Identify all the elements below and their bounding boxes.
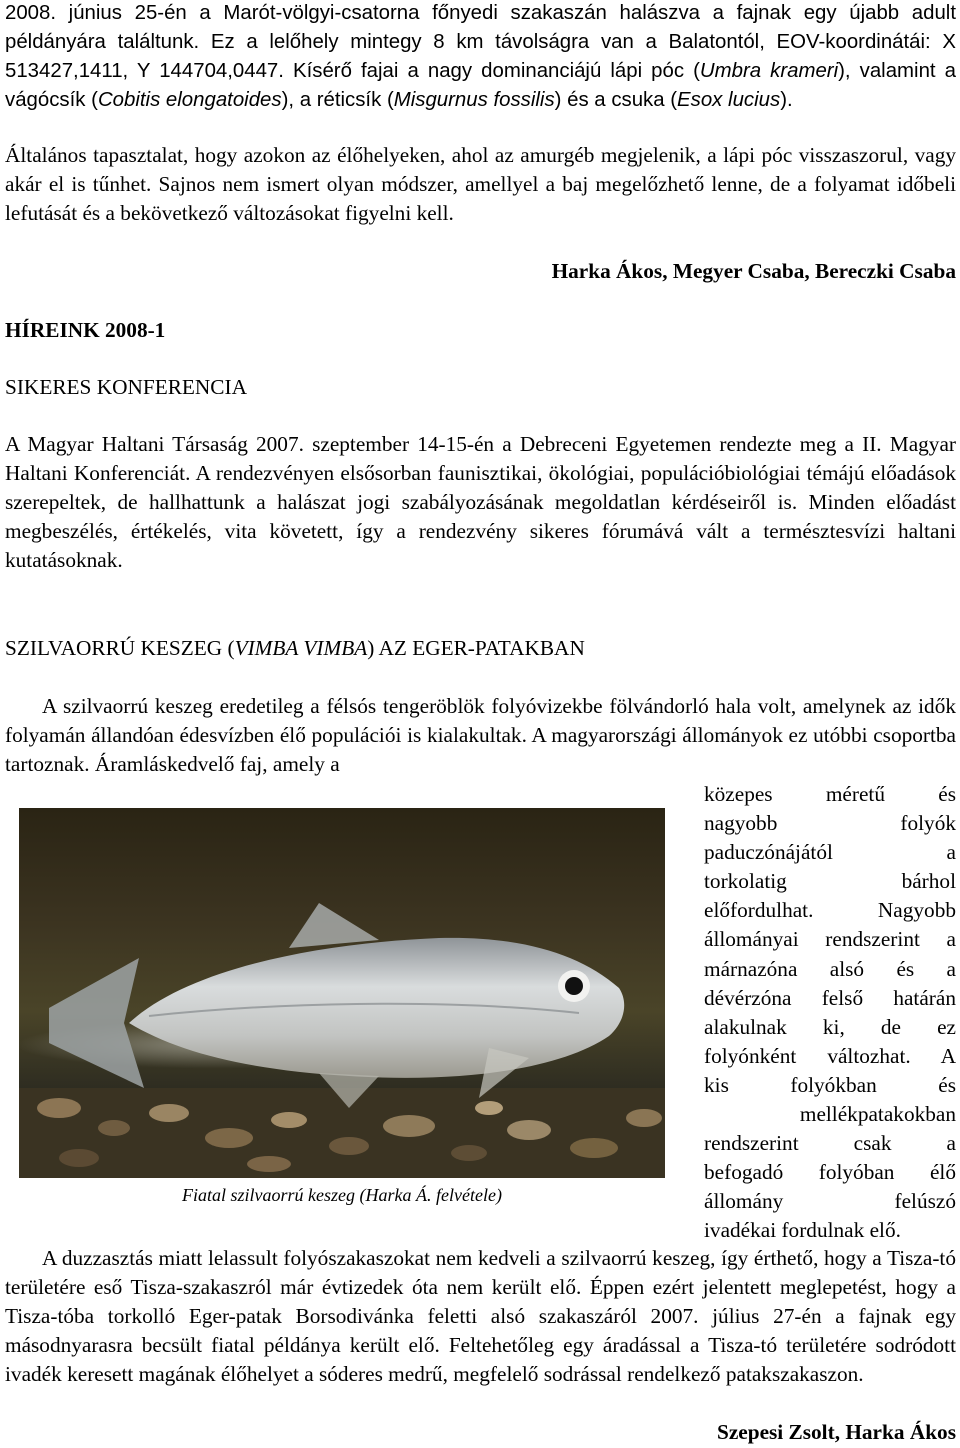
side-line: ivadékai fordulnak elő. bbox=[704, 1218, 901, 1243]
intro-paragraph-2 bbox=[5, 141, 956, 228]
side-line: márnazóna alsó és a bbox=[704, 956, 956, 981]
article-title bbox=[5, 634, 585, 663]
species-name: Esox lucius bbox=[677, 89, 781, 111]
intro-para2-text: Általános tapasztalat, hogy azokon az élőhelyeken, ahol az amurgéb megjelenik, a lápi póc visszaszorul, vagy akár el is tűnhet. Sajnos nem ismert olyan módszer, amellyel a baj megelőzhető lenne, de a folyamat időbeli lefutását és a bekövetkező változásokat figyelni kell. bbox=[5, 143, 956, 225]
fish bbox=[49, 903, 624, 1108]
side-line: állományai rendszerint a bbox=[704, 927, 956, 952]
news-title: HÍREINK 2008-1 bbox=[5, 318, 166, 342]
article-title-part: ) AZ EGER-PATAKBAN bbox=[367, 636, 585, 660]
side-line: közepes méretű és bbox=[704, 782, 956, 806]
intro-text-part: ) és a csuka ( bbox=[554, 89, 678, 111]
intro-text-part: 2008. június 25-én a Marót-völgyi-csatorna főnyedi szakaszán halászva a fajnak egy újabb adult példányára találtunk. Ez a lelőhely mintegy 8 km távolságra van a Balatontól, EOV-koordinátái: X 513427,1411, Y 144704,0447. Kísérő fajai a nagy dominanciájú lápi póc ( bbox=[5, 2, 956, 82]
intro-text-part: ). bbox=[780, 89, 793, 111]
news-body bbox=[5, 430, 956, 575]
side-line: paduczónájától a bbox=[704, 840, 956, 865]
article-title-part: SZILVAORRÚ KESZEG ( bbox=[5, 636, 235, 660]
side-line: kis folyókban és bbox=[704, 1072, 956, 1097]
article-para1-text: A szilvaorrú keszeg eredetileg a félsós tengeröblök folyóvizekbe fölvándorló hala volt, amelynek az idők folyamán állandóan édesvízben élő populációi is kialakultak. A magyarországi állományok ez utóbbi csoportba tartoznak. Áramláskedvelő faj, amely a bbox=[5, 694, 956, 776]
intro-text-part: ), valamint a vágócsík ( bbox=[5, 60, 956, 111]
side-line: alakulnak ki, de ez bbox=[704, 1014, 956, 1039]
news-subtitle: SIKERES KONFERENCIA bbox=[5, 375, 247, 399]
side-line: dévérzóna felső határán bbox=[704, 985, 956, 1010]
side-line: nagyobb folyók bbox=[704, 811, 956, 836]
side-line: mellékpatakokban bbox=[799, 1102, 956, 1127]
fish-photo bbox=[19, 808, 665, 1178]
species-name: Misgurnus fossilis bbox=[393, 89, 555, 111]
article-title-species: VIMBA VIMBA bbox=[234, 636, 368, 660]
intro-text bbox=[5, 0, 956, 115]
side-line: torkolatig bárhol bbox=[704, 869, 956, 894]
news-body-text: A Magyar Haltani Társaság 2007. szeptember 14-15-én a Debreceni Egyetemen rendezte meg a II. Magyar Haltani Konferenciát. A rendezvényen elsősorban faunisztikai, ökológiai, populációbiológiai témájú előadások szerepeltek, de hallhattunk a halászat jogi szabályozásának megoldatlan kérdéseiről is. Minden előadást megbeszélés, értékelés, vita követett, így a rendezvény sikeres fórumává vált a természtesvízi haltani kutatásoknak. bbox=[5, 432, 956, 572]
side-line: befogadó folyóban élő bbox=[704, 1160, 956, 1185]
side-column-text bbox=[704, 780, 956, 1245]
intro-paragraph-1 bbox=[5, 0, 956, 115]
photo-caption: Fiatal szilvaorrú keszeg (Harka Á. felvétele) bbox=[182, 1185, 502, 1205]
article-author: Szepesi Zsolt, Harka Ákos bbox=[716, 1420, 956, 1444]
article-para2 bbox=[5, 1244, 956, 1389]
intro-author: Harka Ákos, Megyer Csaba, Bereczki Csaba bbox=[551, 259, 956, 283]
side-line: előfordulhat. Nagyobb bbox=[704, 898, 956, 923]
side-line: rendszerint csak a bbox=[704, 1131, 956, 1156]
intro-text-part: ), a réticsík ( bbox=[281, 89, 394, 111]
gravel-bed bbox=[19, 1088, 665, 1178]
side-line: folyónként változhat. A bbox=[704, 1043, 956, 1068]
side-line: állomány felúszó bbox=[704, 1189, 956, 1214]
fish-illustration-icon bbox=[19, 808, 665, 1178]
photo-wrap-block bbox=[5, 780, 956, 1248]
species-name: Umbra krameri bbox=[699, 60, 839, 82]
species-name: Cobitis elongatoides bbox=[97, 89, 282, 111]
article-para1-top bbox=[5, 692, 956, 779]
article-para2-text: A duzzasztás miatt lelassult folyószakaszokat nem kedveli a szilvaorrú keszeg, így érthető, hogy a Tisza-tó területére eső Tisza-szakaszról már évtizedek óta nem került elő. Éppen ezért jelentett meglepetést, hogy a Tisza-tóba torkolló Eger-patak Borsodivánka feletti alsó szakaszáról 2007. július 27-én a fajnak egy másodnyarasra becsült fiatal példánya került elő. Feltehetőleg egy áradással a Tisza-tó területére sodródott ivadék keresett magának élőhelyet a sóderes medrű, megfelelő sodrással rendelkező patakszakaszon. bbox=[5, 1246, 956, 1386]
